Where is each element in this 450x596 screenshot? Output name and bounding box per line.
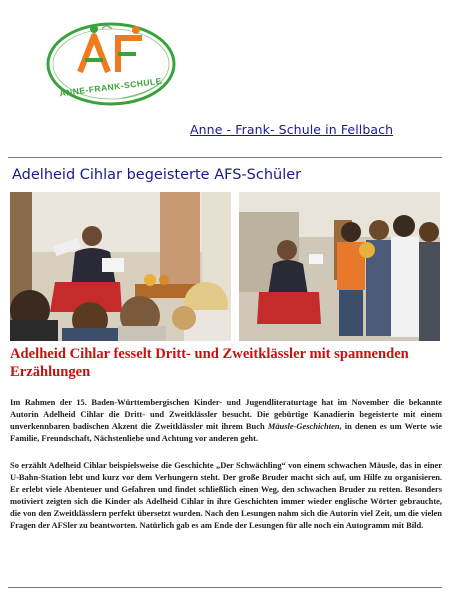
divider — [8, 157, 442, 158]
school-title-link[interactable]: Anne - Frank- Schule in Fellbach — [190, 122, 394, 137]
photo-author-reading-to-children-icon — [10, 192, 231, 341]
photo-author-with-pupils — [239, 192, 440, 341]
book-title: Mäusle-Geschichten — [267, 420, 340, 431]
article-headline: Adelheid Cihlar begeisterte AFS-Schüler — [12, 167, 302, 183]
article-subheadline: Adelheid Cihlar fesselt Dritt- und Zweitklässler mit spannenden Erzählungen — [10, 346, 409, 380]
article-paragraph-2: So erzählt Adelheid Cihlar beispielsweise die Geschichte „Der Schwächling“ von einem schwachen Mäusle, das in einer U-Bahn-Station lebt und kurz vor dem Verhungern steht. Der große Bruder macht sich auf, um Hilfe zu organisieren. Er erlebt viele Abenteuer und Gefahren und findet schließlich einen Weg, den schwachen Bruder zu retten. Besonders motiviert zeigten sich die Kinder als Adelheid Cihlar in ihre Geschichten immer wieder englische Wörter gebrauchte, die von den Zweitklässlern perfekt übersetzt wurden. Nach den Lesungen nahm sich die Autorin viel Zeit, um die vielen Fragen der AFSler zu beantworten. Natürlich gab es am Ende der Lesungen für alle noch ein Autogramm mit Bild. — [10, 460, 442, 530]
school-logo — [36, 20, 186, 112]
anne-frank-schule-logo-icon — [36, 20, 186, 112]
paragraph-1-text: Im Rahmen der 15. Baden-Württembergischen Kinder- und Jugendliteraturtage hat im November die bekannte Autorin Adelheid Cihlar die Dritt- und Zweitklässler besucht. Die gebürtige Kanadierin begeisterte mit einem unverkennbaren badischen Akzent die Zweitklässler mit ihrem Buch — [10, 397, 442, 431]
photo-author-with-pupils-standing-icon — [239, 192, 440, 341]
photo-author-reading — [10, 192, 231, 341]
divider — [8, 587, 442, 588]
article-paragraph-1 — [10, 397, 442, 445]
paragraph-1-text-end: , in denen es um Werte wie Familie, Freundschaft, Nächstenliebe und Achtung vor anderen geht. — [10, 420, 442, 443]
svg-text:ANNE-FRANK-SCHULE: ANNE-FRANK-SCHULE — [58, 75, 163, 99]
